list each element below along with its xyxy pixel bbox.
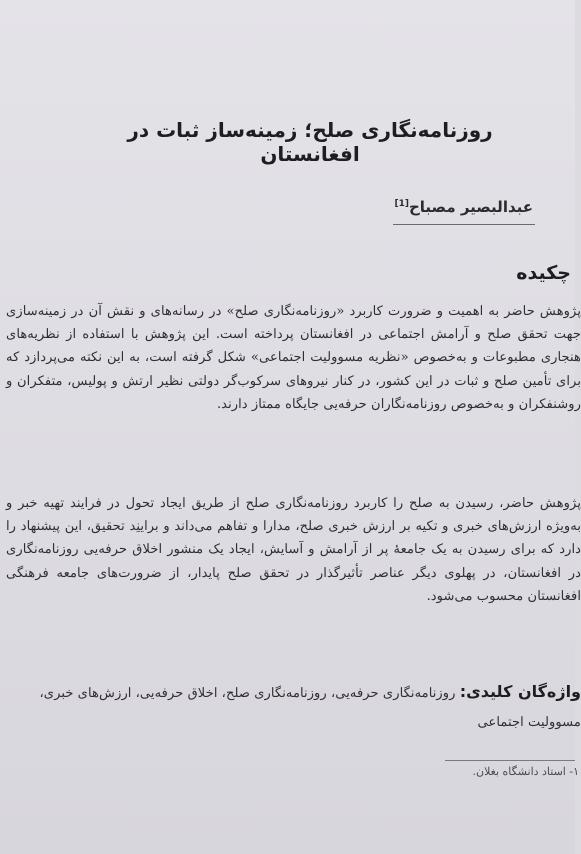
abstract-paragraph-1: پژوهش حاضر به اهمیت و ضرورت کاربرد «روزنامه‌نگاری صلح» در رسانه‌های و نقش آن در زمینه‌سازی جهت تحقق صلح و آرامش اجتماعی در افغانستان پرداخته است. این پژوهش با استفاده از نظریه‌های هنجاری مطبوعات و به‌خصوص «نظریه مسوولیت اجتماعی» شکل گرفته است، به این نکته می‌پردازد که برای تأمین صلح و ثبات در این کشور، در کنار نیروهای سرکوب‌گر دولتی نظیر ارتش و پولیس، متفکران و روشنفکران و به‌خصوص روزنامه‌نگاران حرفه‌یی جایگاه ممتاز دارند.: [6, 304, 581, 412]
keywords-text: روزنامه‌نگاری حرفه‌یی، روزنامه‌نگاری صلح، اخلاق حرفه‌یی، ارزش‌های خبری، مسوولیت اجتماعی: [39, 686, 581, 730]
article-title: روزنامه‌نگاری صلح؛ زمینه‌ساز ثبات در افغانستان: [127, 118, 493, 166]
abstract-heading: چکیده: [516, 262, 571, 284]
author-footnote-marker: [1]: [394, 199, 409, 209]
abstract-paragraph-2: پژوهش حاضر، رسیدن به صلح را کاربرد روزنامه‌نگاری صلح از طریق ایجاد تحول در فرایند تهیه خبر و به‌ویژه ارزش‌های خبری و تکیه بر ارزش خبری صلح، مدارا و تفاهم می‌داند و براینِد تحقیق، این پیشنهاد را دارد که برای رسیدن به یک جامعهٔ پر از آرامش و آسایش، ایجاد یک منشور اخلاق حرفه‌یی روزنامه‌نگاری در افغانستان، در پهلوی دیگر عناصر تأثیرگذار در تحقق صلح پایدار، از ضرورت‌های جامعه فرهنگی افغانستان محسوب می‌شود.: [6, 496, 581, 604]
author-name-text: عبدالبصیر مصباح: [408, 198, 533, 216]
keywords-block: [6, 677, 581, 737]
keywords-label: واژه‌گان کلیدی:: [459, 682, 581, 701]
footnote: ۱- استاد دانشگاه بغلان.: [472, 765, 579, 778]
author-name: [394, 198, 533, 216]
footnote-divider: [445, 760, 575, 761]
author-underline: [393, 224, 535, 225]
